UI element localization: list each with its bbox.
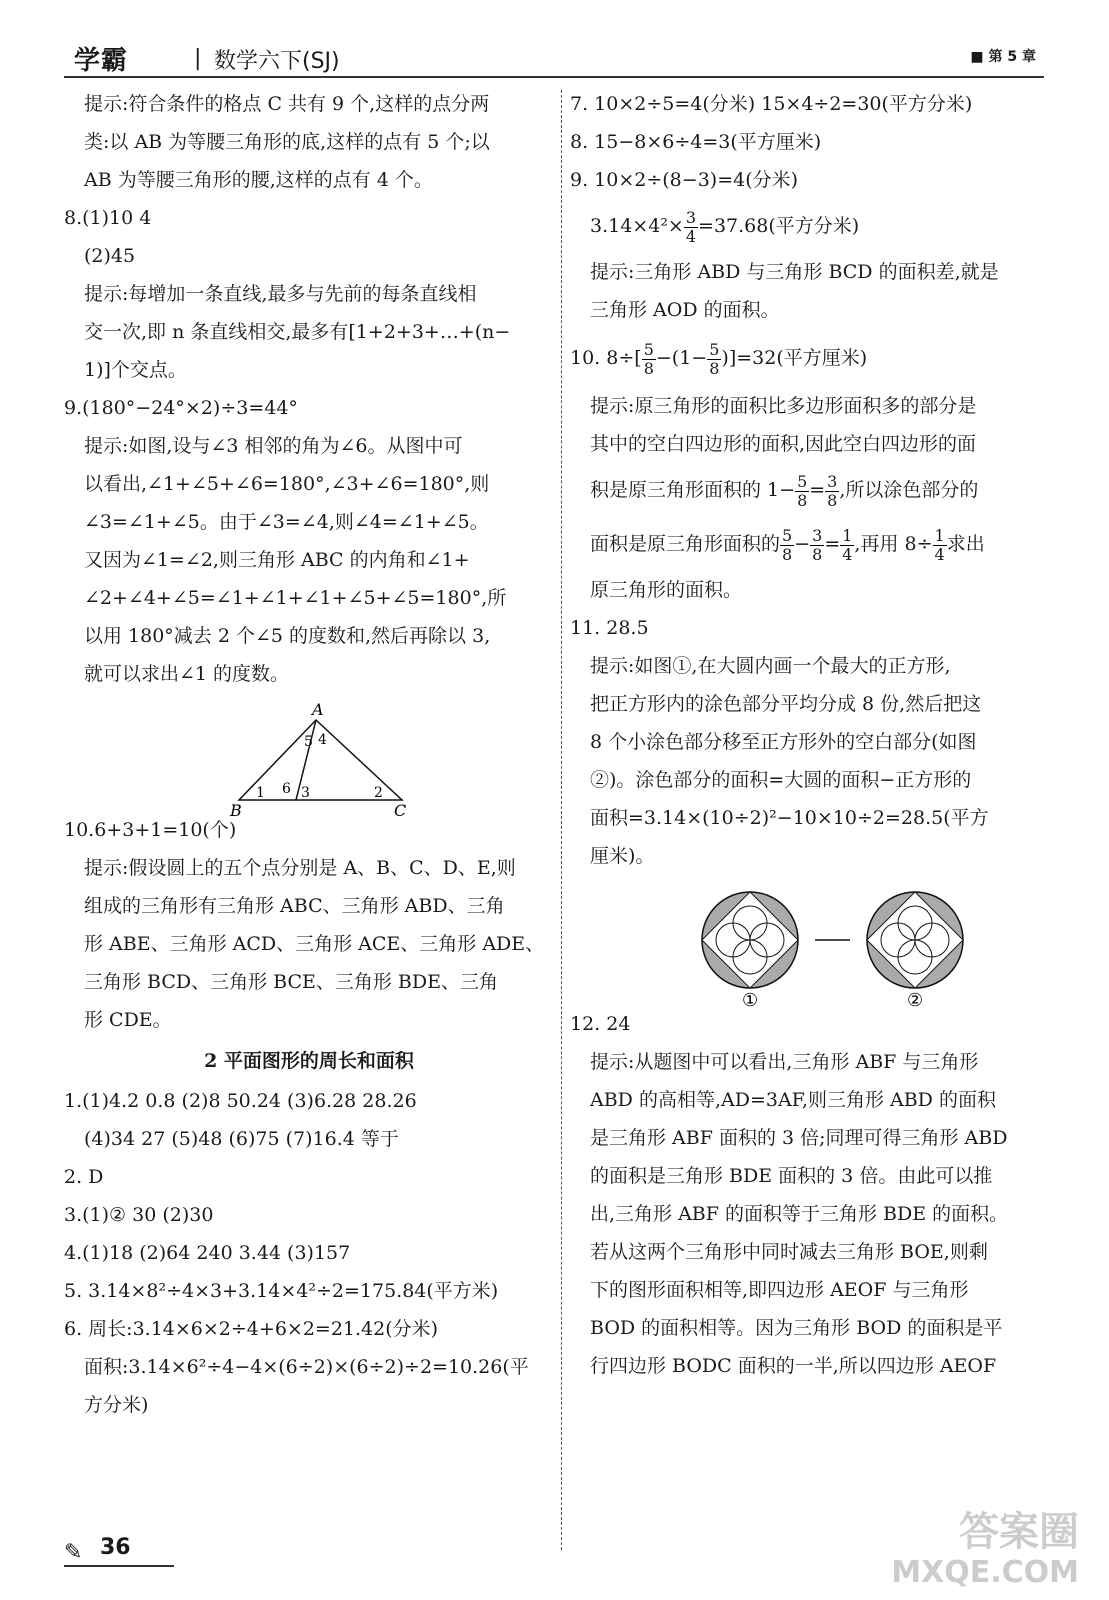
hint-line: 提示:如图,设与∠3 相邻的角为∠6。从图中可 <box>84 435 463 457</box>
watermark-logo: 答案圈 <box>959 1509 1079 1555</box>
denominator: 8 <box>812 544 823 564</box>
hint-line: 8 个小涂色部分移至正方形外的空白部分(如图 <box>590 731 977 753</box>
numerator: 3 <box>685 207 697 227</box>
page-number: 36 <box>100 1535 131 1560</box>
angle-1-label: 1 <box>256 785 265 801</box>
answer-r11: 11. 28.5 <box>570 617 649 639</box>
hint-line: 的面积是三角形 BDE 面积的 3 倍。由此可以推 <box>590 1165 993 1187</box>
hint-text: 面积是原三角形面积的 <box>590 533 781 555</box>
angle-5-label: 5 <box>304 734 313 750</box>
hint-line: 面积是原三角形面积的 $\frac{5}{8}$ − $\frac{3}{8}$ = $\frac{1}{4}$ ,再用 8÷ $\frac{1}{4}$ 求出 <box>590 525 985 564</box>
fraction <box>810 527 824 564</box>
hint-line: ∠3=∠1+∠5。由于∠3=∠4,则∠4=∠1+∠5。 <box>84 511 489 533</box>
triangle-figure <box>64 700 554 818</box>
numerator: 5 <box>643 339 654 359</box>
hint-line: 1)]个交点。 <box>84 359 187 381</box>
hint-line: 若从这两个三角形中同时减去三角形 BOE,则剩 <box>590 1241 988 1263</box>
answer-10: 10.6+3+1=10(个) <box>64 819 237 841</box>
hint-line: 以看出,∠1+∠5+∠6=180°,∠3+∠6=180°,则 <box>84 473 490 495</box>
fraction <box>684 209 698 246</box>
angle-2-label: 2 <box>374 785 383 801</box>
hint-line: 提示:假设圆上的五个点分别是 A、B、C、D、E,则 <box>84 857 516 879</box>
hint-line: 提示:符合条件的格点 C 共有 9 个,这样的点分两 <box>84 93 490 115</box>
r9b-text: =37.68(平方分米) <box>698 215 860 237</box>
answer-s4: 4.(1)18 (2)64 240 3.44 (3)157 <box>64 1242 351 1264</box>
hint-line <box>570 470 1060 510</box>
hint-line: 提示:从题图中可以看出,三角形 ABF 与三角形 <box>590 1051 979 1073</box>
answer-s5: 5. 3.14×8²÷4×3+3.14×4²÷2=175.84(平方米) <box>64 1280 499 1302</box>
footer-rule <box>64 1565 174 1567</box>
answer-r8: 8. 15−8×6÷4=3(平方厘米) <box>570 131 822 153</box>
hint-text: 求出 <box>946 533 985 555</box>
hint-text: 积是原三角形面积的 1− <box>590 479 796 501</box>
denominator: 4 <box>842 544 853 564</box>
hint-line: 面积=3.14×(10÷2)²−10×10÷2=28.5(平方 <box>590 807 989 829</box>
denominator: 8 <box>782 544 793 564</box>
answer-r7: 7. 10×2÷5=4(分米) 15×4÷2=30(平方分米) <box>570 93 973 115</box>
r10-text: −(1− <box>655 347 708 369</box>
numerator: 1 <box>934 525 945 545</box>
hint-line: 原三角形的面积。 <box>590 579 743 601</box>
hint-text: = <box>809 479 826 501</box>
watermark-url: MXQE.COM <box>891 1555 1079 1590</box>
denominator: 4 <box>934 544 945 564</box>
answer-8a: 8.(1)10 4 <box>64 207 152 229</box>
denominator: 8 <box>643 358 654 378</box>
hint-line: ②)。涂色部分的面积=大圆的面积−正方形的 <box>590 769 972 791</box>
hint-line: 提示:如图①,在大圆内画一个最大的正方形, <box>590 655 951 677</box>
answer-s2: 2. D <box>64 1166 104 1188</box>
figure-2 <box>867 892 963 988</box>
angle-6-label: 6 <box>282 781 291 797</box>
column-divider <box>561 90 562 1550</box>
hint-line: 三角形 BCD、三角形 BCE、三角形 BDE、三角 <box>84 971 498 993</box>
answer-r9: 9. 10×2÷(8−3)=4(分米) <box>570 169 799 191</box>
hint-line: 出,三角形 ABF 的面积等于三角形 BDE 的面积。 <box>590 1203 1009 1225</box>
numerator: 5 <box>797 471 808 491</box>
hint-line: 提示:每增加一条直线,最多与先前的每条直线相 <box>84 283 477 305</box>
answer-s1b: (4)34 27 (5)48 (6)75 (7)16.4 等于 <box>84 1128 399 1150</box>
denominator: 8 <box>709 358 720 378</box>
right-column <box>570 92 1060 1392</box>
denominator: 4 <box>685 226 697 246</box>
hint-text: ,再用 8÷ <box>854 533 933 555</box>
hint-line: BOD 的面积相等。因为三角形 BOD 的面积是平 <box>590 1317 1003 1339</box>
angle-3-label: 3 <box>301 785 310 801</box>
hint-line: 把正方形内的涂色部分平均分成 8 份,然后把这 <box>590 693 982 715</box>
answer-s6a: 6. 周长:3.14×6×2÷4+6×2=21.42(分米) <box>64 1318 439 1340</box>
fraction <box>642 341 656 378</box>
hint-line: 交一次,即 n 条直线相交,最多有[1+2+3+…+(n− <box>84 321 511 343</box>
r10-text: )]=32(平方厘米) <box>721 347 868 369</box>
hint-line: 类:以 AB 为等腰三角形的底,这样的点有 5 个;以 <box>84 131 490 153</box>
hint-line: 提示:原三角形的面积比多边形面积多的部分是 <box>590 395 977 417</box>
hint-line: 以用 180°减去 2 个∠5 的度数和,然后再除以 3, <box>84 625 491 647</box>
r9b-text: 3.14×4²× <box>590 215 684 237</box>
vertex-a-label: A <box>312 700 324 719</box>
hint-line: ∠2+∠4+∠5=∠1+∠1+∠1+∠5+∠5=180°,所 <box>84 587 507 609</box>
fraction <box>780 527 794 564</box>
hint-line: 形 ABE、三角形 ACD、三角形 ACE、三角形 ADE、 <box>84 933 545 955</box>
hint-line: ABD 的高相等,AD=3AF,则三角形 ABD 的面积 <box>590 1089 996 1111</box>
brand-logo: 学霸 <box>74 46 129 76</box>
section-title: 2 平面图形的周长和面积 <box>204 1050 414 1072</box>
hint-line: 是三角形 ABF 面积的 3 倍;同理可得三角形 ABD <box>590 1127 1008 1149</box>
numerator: 1 <box>842 525 853 545</box>
hint-text: ,所以涂色部分的 <box>839 479 979 501</box>
fraction <box>933 527 947 564</box>
hint-line: 下的图形面积相等,即四边形 AEOF 与三角形 <box>590 1279 969 1301</box>
answer-9: 9.(180°−24°×2)÷3=44° <box>64 397 298 419</box>
hint-line: 其中的空白四边形的面积,因此空白四边形的面 <box>590 433 977 455</box>
hint-line: 又因为∠1=∠2,则三角形 ABC 的内角和∠1+ <box>84 549 470 571</box>
answer-s3: 3.(1)② 30 (2)30 <box>64 1204 214 1226</box>
answer-s1a: 1.(1)4.2 0.8 (2)8 50.24 (3)6.28 28.26 <box>64 1090 417 1112</box>
answer-8b: (2)45 <box>84 245 136 267</box>
angle-4-label: 4 <box>318 732 327 748</box>
answer-s6b: 面积:3.14×6²÷4−4×(6÷2)×(6÷2)÷2=10.26(平 <box>84 1356 529 1378</box>
fraction <box>825 473 839 510</box>
answer-s6c: 方分米) <box>84 1394 149 1416</box>
numerator: 5 <box>782 525 793 545</box>
circle-diagram <box>570 882 1060 1012</box>
hint-line: 就可以求出∠1 的度数。 <box>84 663 290 685</box>
answer-r12: 12. 24 <box>570 1013 631 1035</box>
r10-text: 10. 8÷[ <box>570 347 642 369</box>
figure-1 <box>702 892 798 988</box>
denominator: 8 <box>827 490 838 510</box>
hint-line: 行四边形 BODC 面积的一半,所以四边形 AEOF <box>590 1355 997 1377</box>
hint-line: AB 为等腰三角形的腰,这样的点有 4 个。 <box>84 169 433 191</box>
header-rule <box>64 76 1044 78</box>
hint-line: 三角形 AOD 的面积。 <box>590 299 780 321</box>
left-column <box>64 92 554 1431</box>
vertex-c-label: C <box>394 801 407 818</box>
numerator: 3 <box>812 525 823 545</box>
circle-figures <box>570 882 1060 1012</box>
triangle-diagram <box>64 700 554 818</box>
hint-line: 组成的三角形有三角形 ABC、三角形 ABD、三角 <box>84 895 505 917</box>
header-separator: | <box>194 46 202 71</box>
figure-1-label: ① <box>742 990 759 1011</box>
figure-2-label: ② <box>907 990 924 1011</box>
answer-r9b <box>570 206 1060 246</box>
fraction <box>795 473 809 510</box>
denominator: 8 <box>797 490 808 510</box>
numerator: 5 <box>709 339 720 359</box>
page-header <box>64 40 1044 76</box>
vertex-b-label: B <box>230 801 242 818</box>
hint-line: 形 CDE。 <box>84 1009 172 1031</box>
fraction <box>840 527 854 564</box>
book-title: 数学六下(SJ) <box>214 49 340 74</box>
pencil-icon: ✎ <box>64 1540 83 1565</box>
chapter-mark: ■ 第 5 章 <box>970 49 1036 65</box>
answer-r10 <box>570 336 1060 380</box>
numerator: 3 <box>827 471 838 491</box>
hint-line: 厘米)。 <box>590 845 655 867</box>
hint-line: 提示:三角形 ABD 与三角形 BCD 的面积差,就是 <box>590 261 999 283</box>
fraction <box>707 341 721 378</box>
